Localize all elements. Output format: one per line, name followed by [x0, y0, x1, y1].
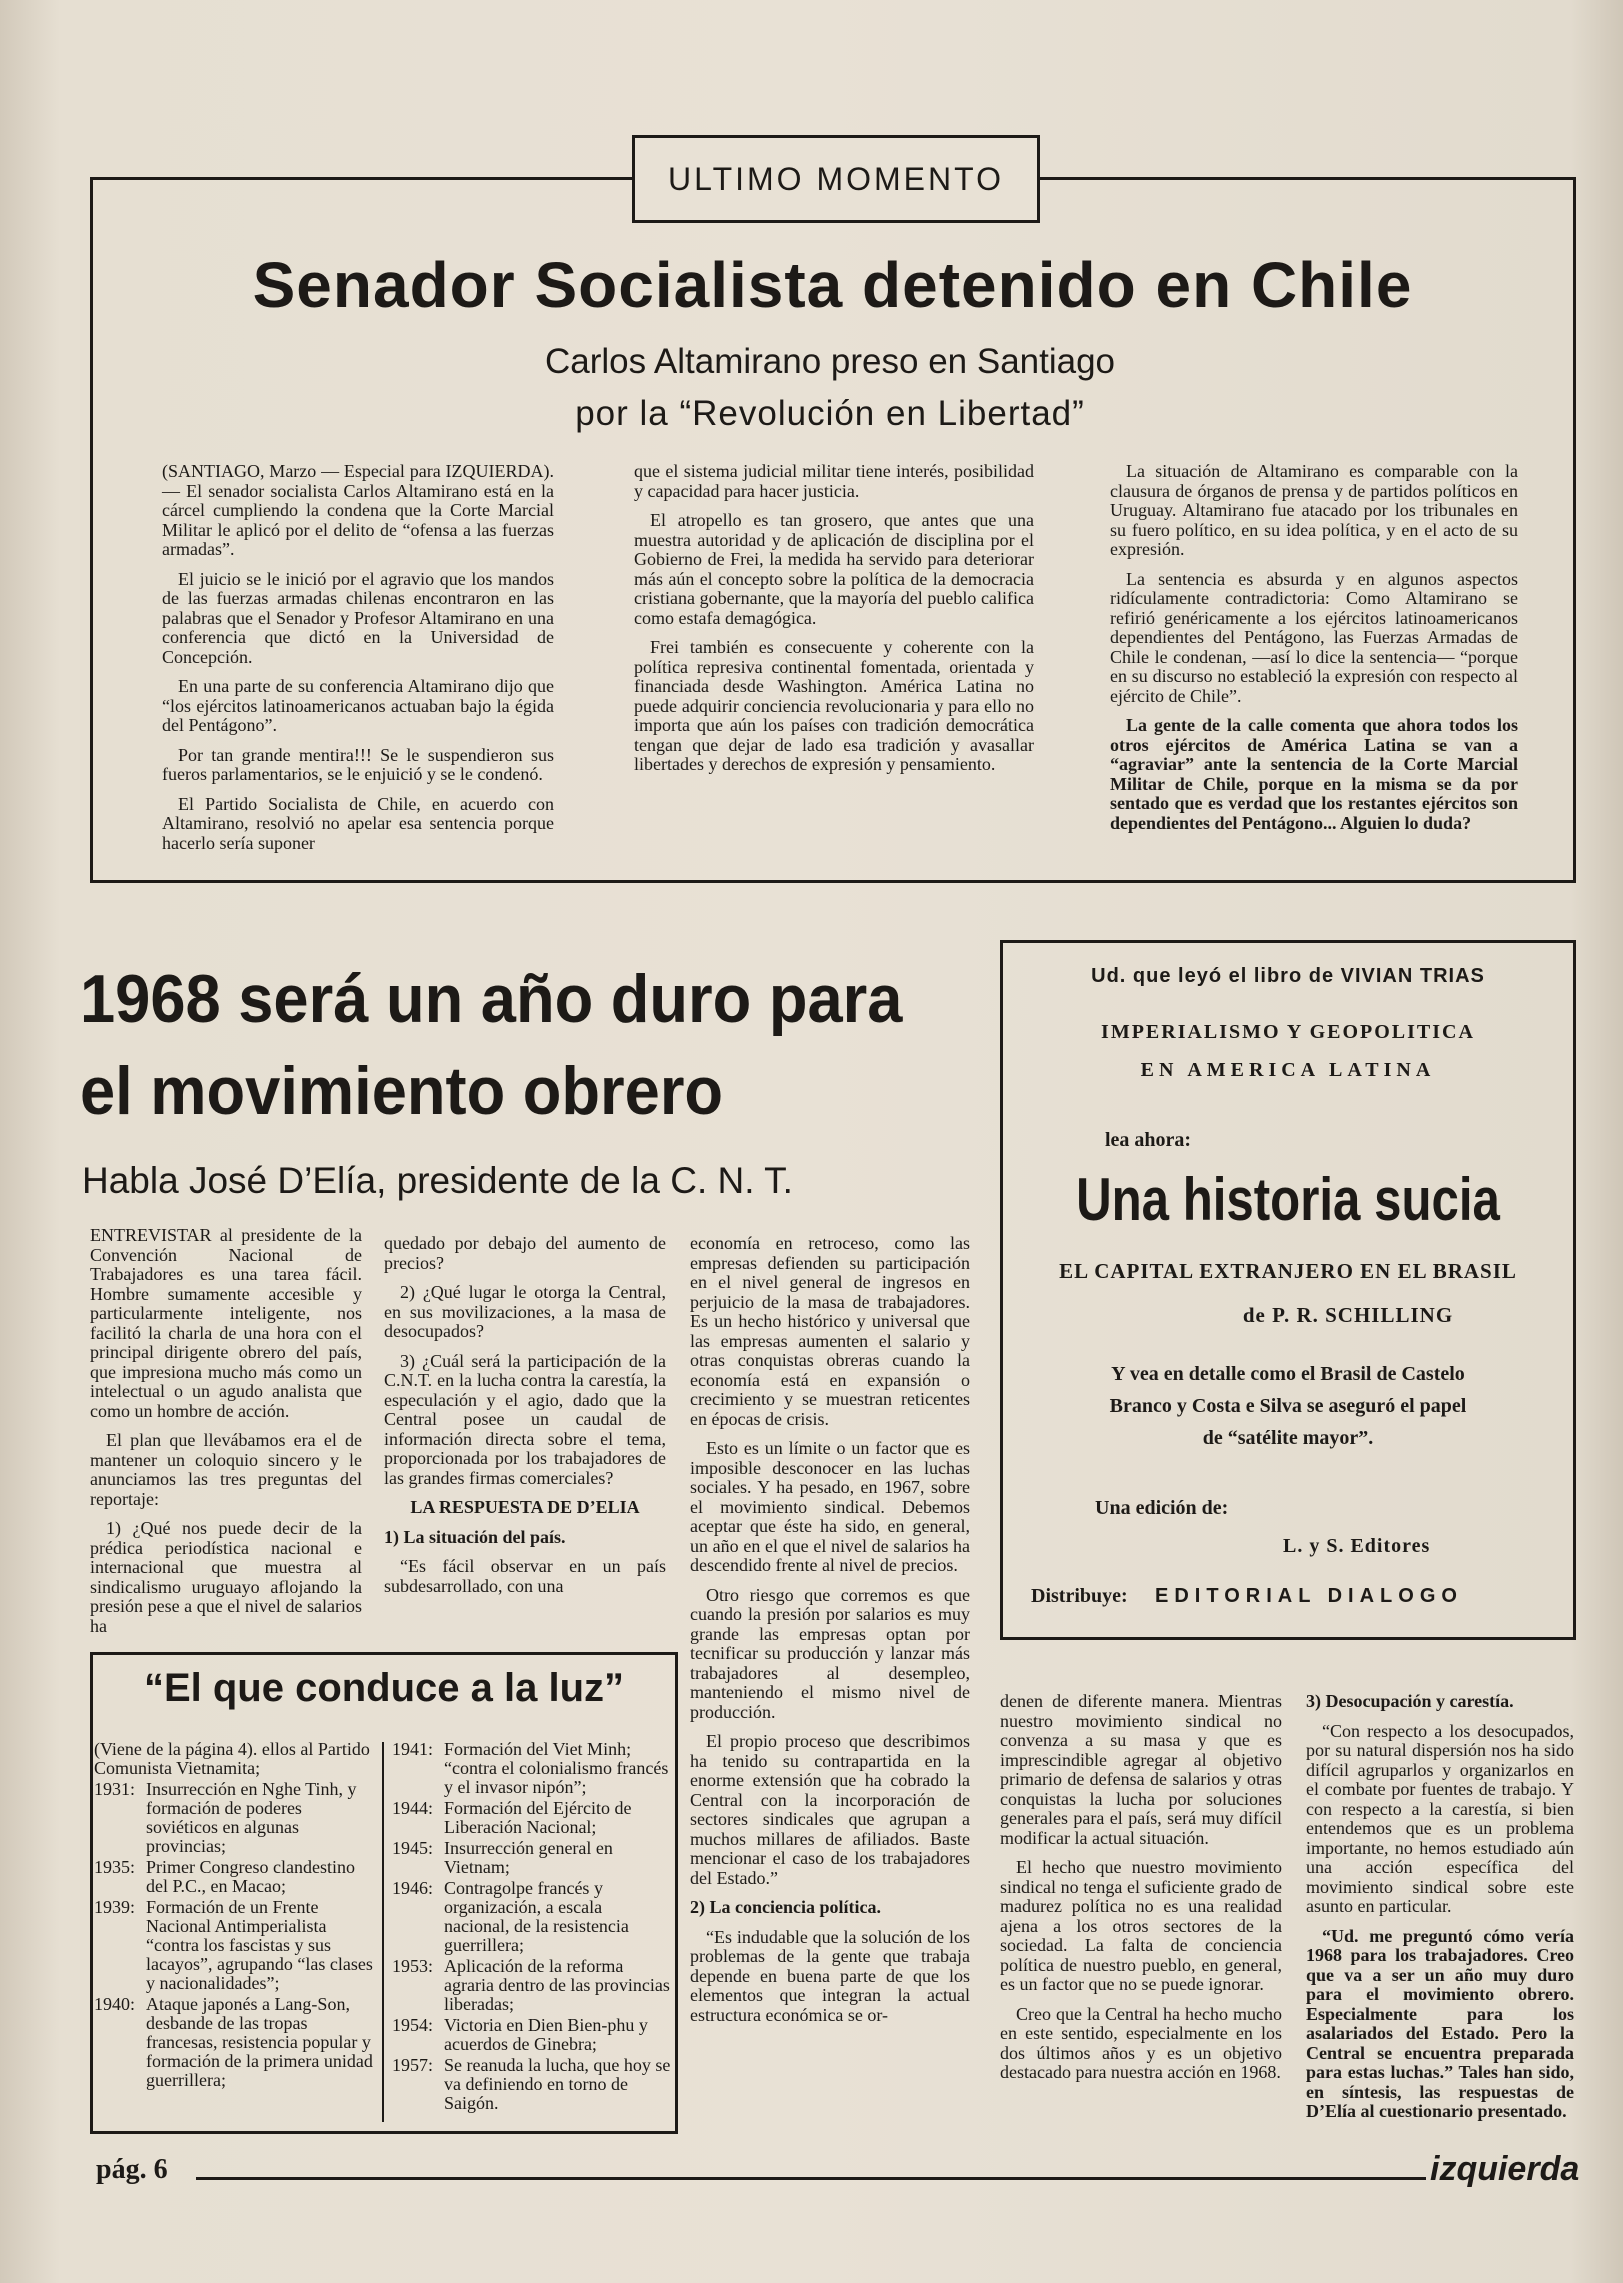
- chronology-intro: (Viene de la página 4). ellos al Partido Comunista Vietnamita;: [94, 1739, 370, 1778]
- bold-paragraph: La gente de la calle comenta que ahora todos los otros ejércitos de América Latina se van a “agraviar” ante la sentencia de la Corte Marcial Militar de Chile, porque en la misma se da por sentado que es verdad que los restantes ejércitos son dependientes del Pentágono... Alguien lo duda?: [1110, 715, 1518, 833]
- chronology-entry: 1931: Insurrección en Nghe Tinh, y formación de poderes soviéticos en algunas provincias;: [94, 1779, 357, 1856]
- ad-book-title-1: IMPERIALISMO Y GEOPOLITICA: [1101, 1021, 1475, 1043]
- paragraph: El plan que llevábamos era el de mantener un coloquio sincero y le anunciamos las tres preguntas del reportaje:: [90, 1430, 362, 1509]
- page-number: pág. 6: [96, 2154, 168, 2185]
- top-headline: Senador Socialista detenido en Chile: [252, 249, 1413, 321]
- chronology-entry: 1939: Formación de un Frente Nacional Antimperialista “contra los fascistas y sus lacayos”, agrupando “las clases y nacionalidades”;: [94, 1897, 373, 1993]
- top-story-column-2: [634, 462, 1034, 785]
- interview-column-1: [90, 1226, 362, 1646]
- paragraph: El Partido Socialista de Chile, en acuerdo con Altamirano, resolvió no apelar esa sentencia porque hacerlo sería suponer: [162, 793, 554, 853]
- top-subhead-line2: por la “Revolución en Libertad”: [575, 394, 1085, 433]
- sidebar-headline: “El que conduce a la luz”: [143, 1666, 625, 1710]
- paragraph: El juicio se le inició por el agravio que los mandos de las fuerzas armadas chilenas encontraron en las palabras que el Senador y Profesor Altamirano en una conferencia que dictó en la Universidad de Concepción.: [162, 568, 554, 667]
- footer-rule: [196, 2177, 1426, 2180]
- ad-description-1: Y vea en detalle como el Brasil de Castelo: [1111, 1363, 1465, 1385]
- paragraph: En una parte de su conferencia Altamirano dijo que “los ejércitos latinoamericanos actuaban bajo la égida del Pentágono”.: [162, 676, 554, 735]
- chronology-entry: 1946: Contragolpe francés y organización, a escala nacional, de la resistencia guerrillera;: [392, 1878, 629, 1955]
- kicker-text: ULTIMO MOMENTO: [668, 160, 1004, 197]
- chronology-entry: 1944: Formación del Ejército de Liberación Nacional;: [392, 1798, 632, 1837]
- ad-intro: Ud. que leyó el libro de VIVIAN TRIAS: [1091, 965, 1485, 987]
- chronology-entry: 1953: Aplicación de la reforma agraria dentro de las provincias liberadas;: [392, 1956, 670, 2014]
- paragraph: (SANTIAGO, Marzo — Especial para IZQUIERDA). — El senador socialista Carlos Altamirano está en la cárcel cumpliendo la condena que la Corte Marcial Militar le aplicó por el delito de “ofensa a las fuerzas armadas”.: [162, 461, 554, 559]
- ultimo-momento-kicker: [632, 135, 1040, 223]
- interview-column-2: [384, 1234, 666, 1606]
- top-story-column-1: [162, 462, 554, 863]
- paragraph: Otro riesgo que corremos es que cuando la presión por salarios es muy grande las empresas optan por tecnificar su producción y lanzar más trabajadores al desempleo, manteniendo el mismo nivel de producción.: [690, 1584, 970, 1722]
- interview-column-4: [1000, 1692, 1282, 2093]
- subsection-heading: 1) La situación del país.: [384, 1526, 566, 1547]
- chronology-right: [392, 1740, 672, 2115]
- paragraph: Por tan grande mentira!!! Se le suspendieron sus fueros parlamentarios, se le enjuició y se le condenó.: [162, 744, 554, 784]
- masthead-logo: izquierda: [1430, 2150, 1580, 2188]
- paragraph: quedado por debajo del aumento de precios?: [384, 1233, 666, 1273]
- paragraph: denen de diferente manera. Mientras nuestro movimiento sindical no convenza a su masa y que es imprescindible agregar al objetivo primario de defensa de salarios y otras conquistas la lucha por soluciones generales para el país, será muy difícil modificar la actual situación.: [1000, 1691, 1282, 1848]
- ad-edition-label: Una edición de:: [1095, 1497, 1229, 1519]
- ad-description-2: Branco y Costa e Silva se aseguró el papel: [1109, 1395, 1467, 1417]
- paragraph: El propio proceso que describimos ha tenido su contrapartida en la enorme extensión que ha cobrado la Central con la incorporación de sectores sindicales que agrupan a muchos millares de afiliados. Baste mencionar el caso de los trabajadores del Estado.”: [690, 1731, 970, 1888]
- ad-distributor-name: EDITORIAL DIALOGO: [1155, 1585, 1463, 1607]
- ad-publisher: L. y S. Editores: [1283, 1535, 1431, 1557]
- paragraph: El hecho que nuestro movimiento sindical no tenga el suficiente grado de madurez política no es una realidad ajena a los otros sectores de la sociedad. La falta de conciencia política de nuestro pueblo, en general, es un factor que no se puede ignorar.: [1000, 1857, 1282, 1994]
- chronology-entry: 1954: Victoria en Dien Bien-phu y acuerdos de Ginebra;: [392, 2015, 648, 2054]
- paragraph: 2) ¿Qué lugar le otorga la Central, en sus movilizaciones, a la masa de desocupados?: [384, 1282, 666, 1341]
- ad-description-3: de “satélite mayor”.: [1202, 1427, 1374, 1449]
- paragraph: La sentencia es absurda y en algunos aspectos ridículamente contradictoria: Como Altamirano se refirió genéricamente a los ejércitos latinoamericanos dependientes del Pentágono, las Fuerzas Armadas de Chile le condenan, —así lo dice la sentencia— “porque en su discurso no estableció la expresión con respecto al ejército de Chile”.: [1110, 568, 1518, 706]
- paragraph: Frei también es consecuente y coherente con la política represiva continental fomentada, orientada y financiada desde Washington. América Latina no puede adquirir conciencia revolucionaria y para ello no importa que aún los países con tradición democrática tengan que dejar de lado esa tradición y avasallar libertades y derechos de expresión y pensamiento.: [634, 637, 1034, 774]
- second-headline-line2: el movimiento obrero: [80, 1053, 724, 1129]
- book-advertisement: [1000, 940, 1576, 1640]
- subsection-heading: 3) Desocupación y carestía.: [1306, 1691, 1514, 1711]
- paragraph: “Con respecto a los desocupados, por su natural dispersión nos ha sido difícil agruparlos y organizarlos en el combate por fuentes de trabajo. Y con respecto a la carestía, si bien entendemos que es un problema importante, no hemos estudiado aún una acción específica del movimiento sindical sobre este asunto en particular.: [1306, 1720, 1574, 1916]
- second-headline-line1: 1968 será un año duro para: [80, 961, 903, 1037]
- chronology-entry: 1940: Ataque japonés a Lang-Son, desbande de las tropas francesas, resistencia popular y formación de la primera unidad guerrillera;: [94, 1994, 373, 2090]
- chronology-entry: 1957: Se reanuda la lucha, que hoy se va definiendo en torno de Saigón.: [392, 2055, 671, 2113]
- top-subhead-line1: Carlos Altamirano preso en Santiago: [544, 342, 1116, 381]
- chronology-entry: 1935: Primer Congreso clandestino del P.C., en Macao;: [94, 1857, 355, 1896]
- paragraph: ENTREVISTAR al presidente de la Convención Nacional de Trabajadores es una tarea fácil. Hombre sumamente accesible y particularmente inteligente, nos facilitó la charla de una hora con el principal dirigente obrero del país, que impresiona mucho más como un intelectual o un agudo analista que como un hombre de acción.: [90, 1225, 362, 1421]
- sidebar-divider: [382, 1742, 384, 2122]
- ad-subtitle: EL CAPITAL EXTRANJERO EN EL BRASIL: [1059, 1259, 1517, 1283]
- subsection-heading: 2) La conciencia política.: [690, 1897, 881, 1917]
- chronology-left: [94, 1740, 376, 2092]
- paragraph: 1) ¿Qué nos puede decir de la prédica periodística nacional e internacional que muestra al sindicalismo uruguayo aflojando la presión pese a que el nivel de salarios ha: [90, 1518, 362, 1636]
- paragraph: “Es fácil observar en un país subdesarrollado, con una: [384, 1556, 666, 1596]
- paragraph: Creo que la Central ha hecho mucho en este sentido, especialmente en los dos últimos años y es un objetivo destacado para nuestra acción en 1968.: [1000, 2003, 1282, 2082]
- ad-author: de P. R. SCHILLING: [1242, 1303, 1454, 1327]
- paragraph: “Es indudable que la solución de los problemas de la gente que trabaja depende en buena parte de que los elementos que integran la actual estructura económica se or-: [690, 1926, 970, 2025]
- ad-distributor-label: Distribuye:: [1031, 1585, 1128, 1607]
- section-heading: LA RESPUESTA DE D’ELIA: [410, 1497, 640, 1517]
- second-subhead: Habla José D’Elía, presidente de la C. N. T.: [82, 1160, 793, 1201]
- paragraph: Esto es un límite o un factor que es imposible desconocer en las luchas sociales. Y ha pesado, en 1967, sobre el movimiento sindical. Debemos aceptar que éste ha sido, en general, un año en el que el nivel de salarios ha descendido frente al nivel de precios.: [690, 1438, 970, 1575]
- interview-column-3: [690, 1234, 970, 2035]
- paragraph: economía en retroceso, como las empresas defienden su participación en el nivel general de ingresos en perjuicio de la masa de trabajadores. Es un hecho histórico y universal que las empresas aumenten el salario y otras conquistas obreras cuando la economía está en expansión o crecimiento y se muestran reticentes en épocas de crisis.: [690, 1233, 970, 1429]
- interview-column-5: [1306, 1692, 1574, 2132]
- chronology-entry: 1945: Insurrección general en Vietnam;: [392, 1838, 613, 1877]
- paragraph: 3) ¿Cuál será la participación de la C.N.T. en la lucha contra la carestía, la especulación y el agio, dado que la Central posee un caudal de información directa sobre el tema, proporcionada por los trabajadores de las grandes firmas comerciales?: [384, 1350, 666, 1488]
- paragraph: que el sistema judicial militar tiene interés, posibilidad y capacidad para hacer justicia.: [634, 461, 1034, 501]
- ad-main-title: Una historia sucia: [1076, 1166, 1500, 1233]
- bold-paragraph: “Ud. me preguntó cómo vería 1968 para los trabajadores. Creo que va a ser un año muy duro para el movimiento obrero. Especialmente para los asalariados del Estado. Pero la Central se encuentra preparada para estas luchas.” Tales han sido, en síntesis, las respuestas de D’Elía al cuestionario presentado.: [1306, 1925, 1574, 2121]
- paragraph: La situación de Altamirano es comparable con la clausura de órganos de prensa y de partidos políticos en Uruguay. Altamirano fue atacado por los tribunales en su fuero político, en su idea política, y en el acto de su expresión.: [1110, 461, 1518, 559]
- ad-book-title-2: EN AMERICA LATINA: [1140, 1059, 1436, 1081]
- chronology-entry: 1941: Formación del Viet Minh; “contra el colonialismo francés y el invasor nipón”;: [392, 1739, 669, 1797]
- ad-read-now: lea ahora:: [1104, 1129, 1192, 1151]
- paragraph: El atropello es tan grosero, que antes que una muestra autoridad y de aplicación de disciplina por el Gobierno de Frei, la medida ha servido para deteriorar más aún el concepto sobre la política de la democracia cristiana gobernante, que la mayoría del pueblo califica como estafa demagógica.: [634, 510, 1034, 628]
- top-story-column-3: [1110, 462, 1518, 843]
